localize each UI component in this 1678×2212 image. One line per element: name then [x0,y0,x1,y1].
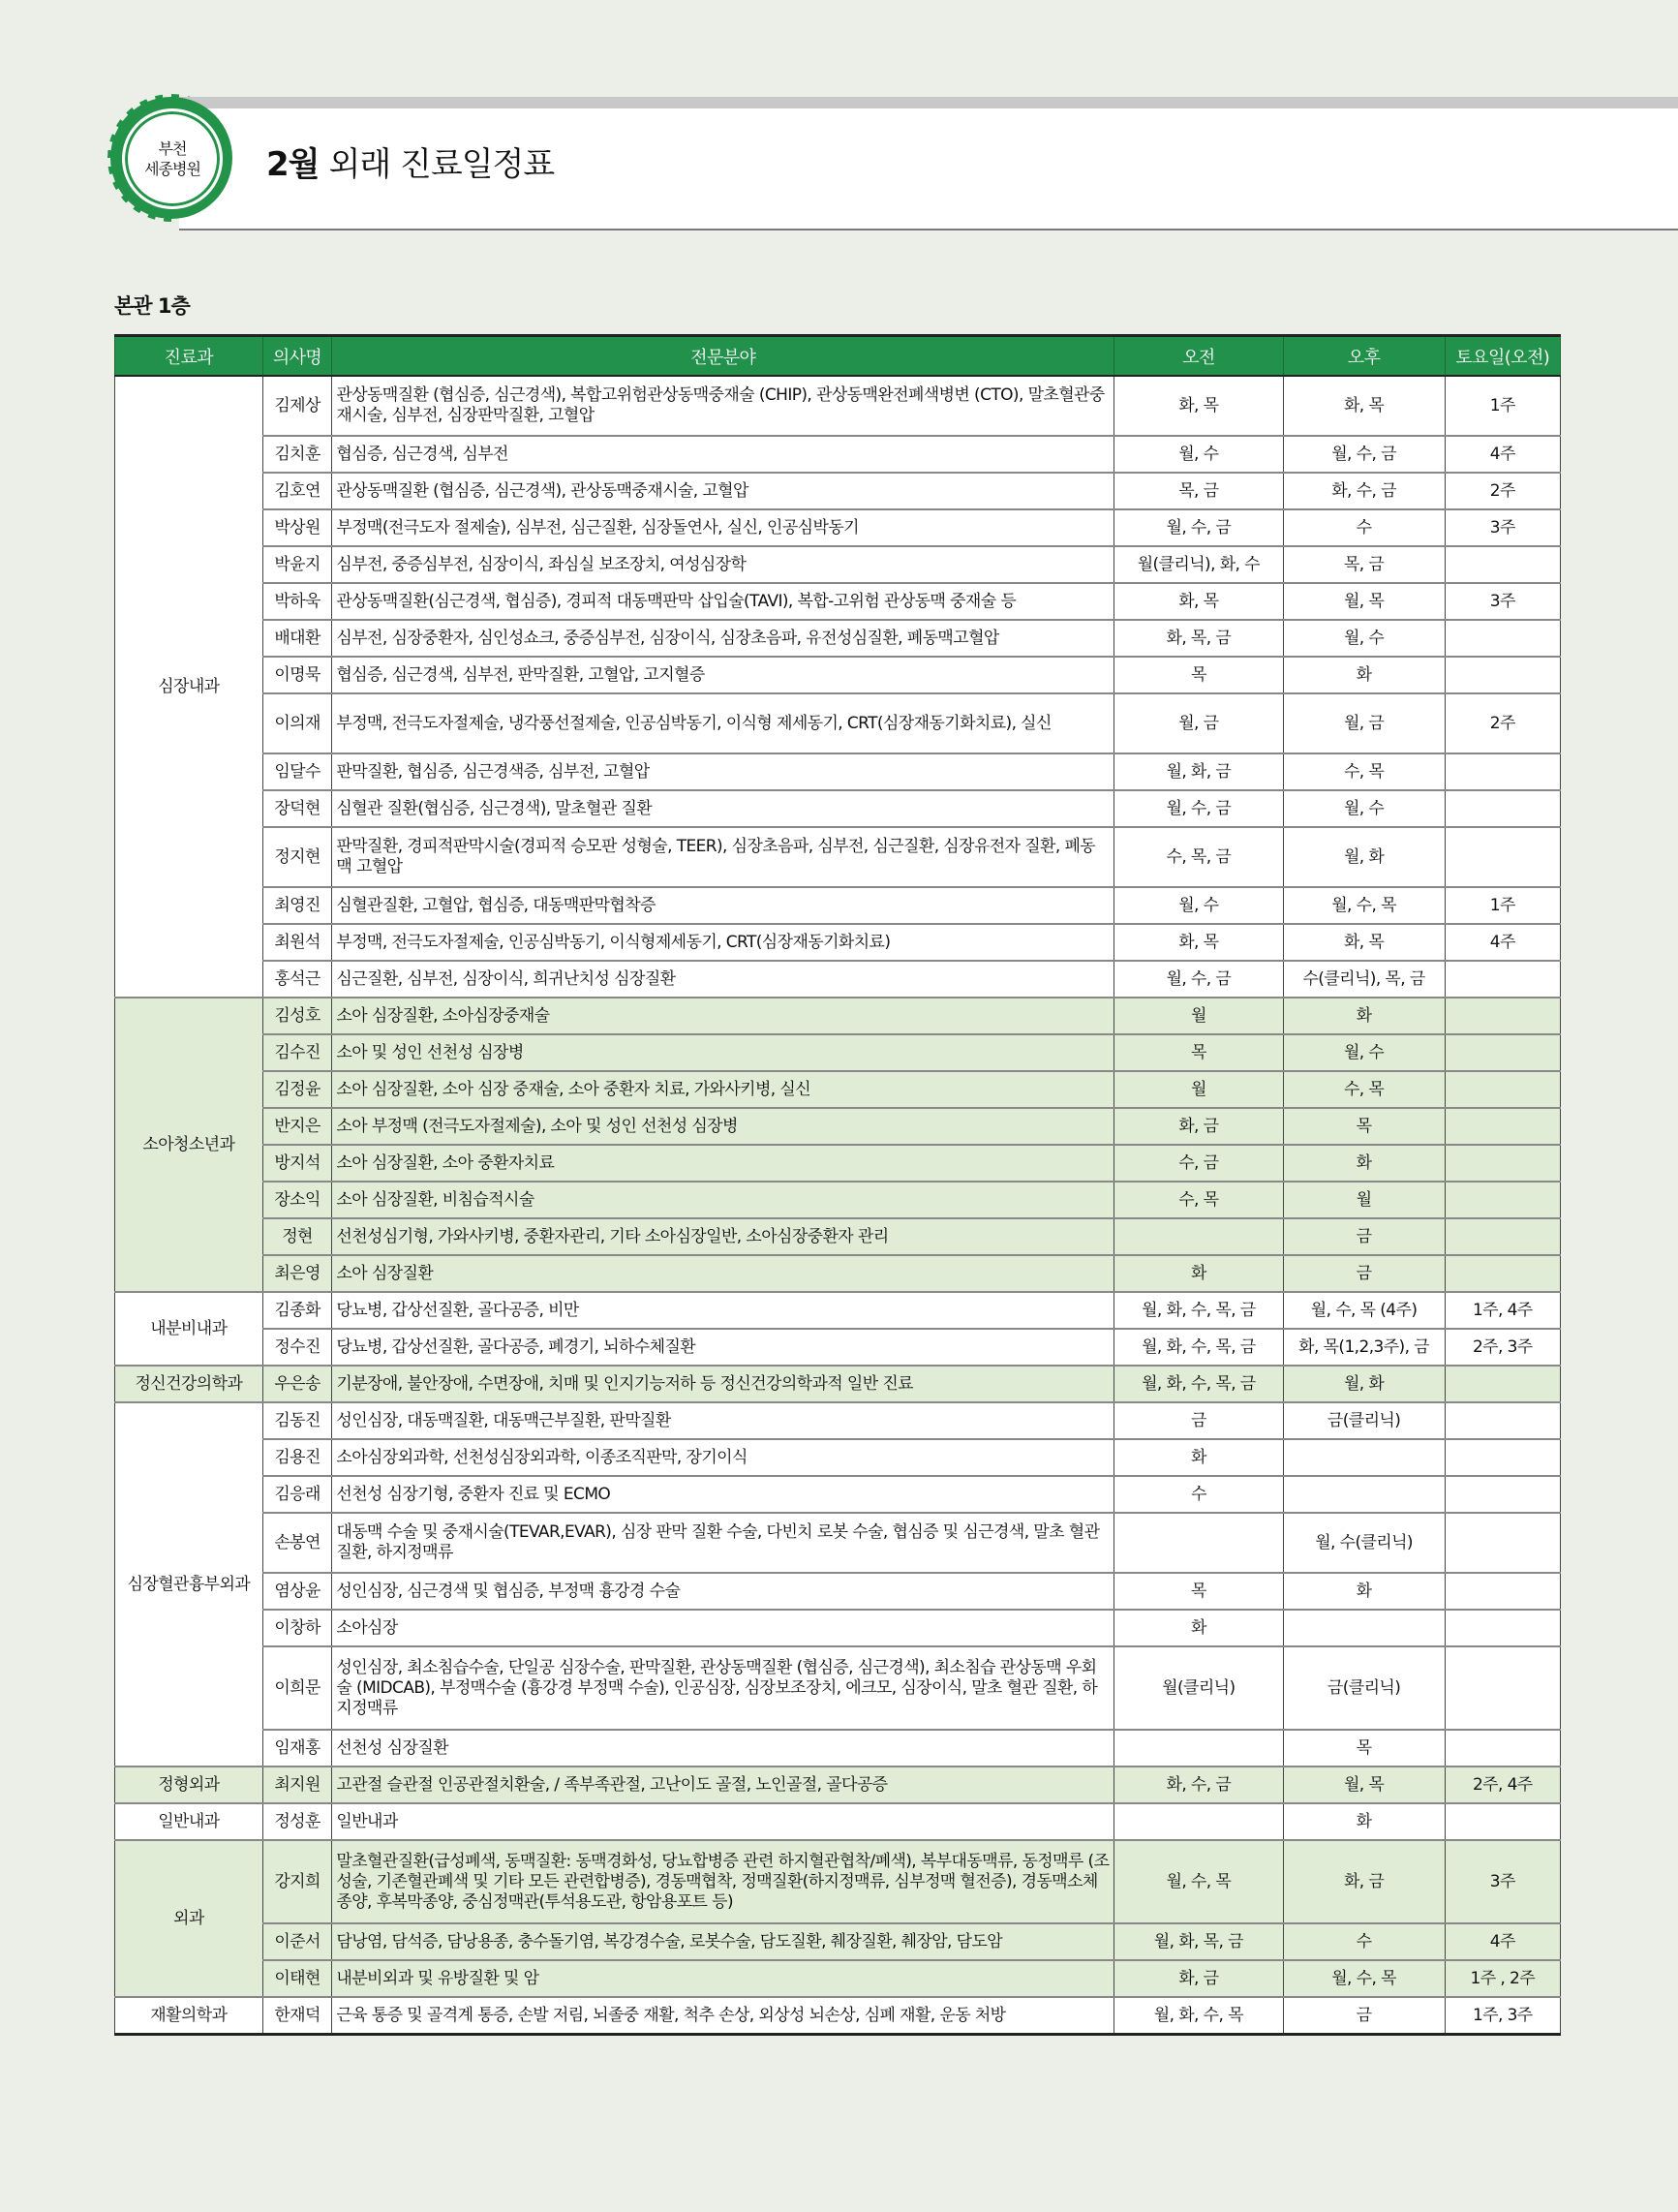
col-header-morning: 오전 [1114,336,1283,377]
specialty-cell: 심혈관 질환(협심증, 심근경색), 말초혈관 질환 [332,790,1114,827]
specialty-cell: 기분장애, 불안장애, 수면장애, 치매 및 인지기능저하 등 정신건강의학과적 일반 진료 [332,1366,1114,1402]
schedule-body [115,376,1561,2035]
morning-schedule-cell: 목 [1114,657,1283,693]
saturday-schedule-cell [1445,1145,1560,1182]
morning-schedule-cell: 월, 금 [1114,693,1283,753]
doctor-name-cell: 김동진 [262,1402,332,1439]
morning-schedule-cell: 화, 목 [1114,376,1283,436]
table-row [115,1071,1561,1108]
afternoon-schedule-cell: 월, 수, 목 [1283,887,1445,924]
morning-schedule-cell: 월, 화, 금 [1114,753,1283,790]
specialty-cell: 선천성 심장기형, 중환자 진료 및 ECMO [332,1476,1114,1513]
table-row [115,1997,1561,2035]
specialty-cell: 당뇨병, 갑상선질환, 골다공증, 폐경기, 뇌하수체질환 [332,1329,1114,1366]
doctor-name-cell: 반지은 [262,1108,332,1145]
afternoon-schedule-cell: 화, 목 [1283,924,1445,961]
doctor-name-cell: 박윤지 [262,546,332,583]
department-cell: 외과 [115,1840,263,1997]
specialty-cell: 대동맥 수술 및 중재시술(TEVAR,EVAR), 심장 판막 질환 수술, 다빈치 로봇 수술, 협심증 및 심근경색, 말초 혈관 질환, 하지정맥류 [332,1513,1114,1573]
morning-schedule-cell: 월, 수, 목 [1114,1840,1283,1923]
specialty-cell: 심부전, 심장중환자, 심인성쇼크, 중증심부전, 심장이식, 심장초음파, 유전성심질환, 폐동맥고혈압 [332,620,1114,657]
afternoon-schedule-cell: 화, 목 [1283,376,1445,436]
afternoon-schedule-cell: 화, 금 [1283,1840,1445,1923]
saturday-schedule-cell: 1주, 3주 [1445,1997,1560,2035]
afternoon-schedule-cell: 월, 목 [1283,1767,1445,1803]
doctor-name-cell: 김용진 [262,1439,332,1476]
table-header-row [115,336,1561,377]
afternoon-schedule-cell [1283,1476,1445,1513]
saturday-schedule-cell [1445,657,1560,693]
morning-schedule-cell: 월(클리닉), 화, 수 [1114,546,1283,583]
afternoon-schedule-cell: 목 [1283,1730,1445,1767]
afternoon-schedule-cell: 수(클리닉), 목, 금 [1283,961,1445,998]
specialty-cell: 소아 및 성인 선천성 심장병 [332,1034,1114,1071]
title-text: 외래 진료일정표 [328,145,555,184]
afternoon-schedule-cell: 화, 목(1,2,3주), 금 [1283,1329,1445,1366]
afternoon-schedule-cell: 월, 수, 금 [1283,436,1445,473]
specialty-cell: 관상동맥질환 (협심증, 심근경색), 복합고위험관상동맥중재술 (CHIP), 관상동맥완전폐색병변 (CTO), 말초혈관중재시술, 심부전, 심장판막질환, 고혈압 [332,376,1114,436]
afternoon-schedule-cell: 월, 금 [1283,693,1445,753]
doctor-name-cell: 임달수 [262,753,332,790]
afternoon-schedule-cell: 금 [1283,1218,1445,1255]
saturday-schedule-cell [1445,1730,1560,1767]
table-row [115,1646,1561,1730]
specialty-cell: 소아 심장질환, 소아 심장 중재술, 소아 중환자 치료, 가와사키병, 실신 [332,1071,1114,1108]
afternoon-schedule-cell: 화 [1283,657,1445,693]
specialty-cell: 소아 심장질환, 소아 중환자치료 [332,1145,1114,1182]
table-row [115,1610,1561,1646]
afternoon-schedule-cell: 수, 목 [1283,753,1445,790]
morning-schedule-cell: 목 [1114,1573,1283,1610]
afternoon-schedule-cell: 수 [1283,1923,1445,1960]
saturday-schedule-cell: 3주 [1445,509,1560,546]
specialty-cell: 심혈관질환, 고혈압, 협심증, 대동맥판막협착증 [332,887,1114,924]
saturday-schedule-cell [1445,1218,1560,1255]
specialty-cell: 판막질환, 경피적판막시술(경피적 승모판 성형술, TEER), 심장초음파, 심부전, 심근질환, 심장유전자 질환, 폐동맥 고혈압 [332,827,1114,887]
specialty-cell: 선천성 심장질환 [332,1730,1114,1767]
doctor-name-cell: 한재덕 [262,1997,332,2035]
doctor-name-cell: 박상원 [262,509,332,546]
doctor-name-cell: 김제상 [262,376,332,436]
morning-schedule-cell: 월, 수 [1114,436,1283,473]
saturday-schedule-cell: 1주 , 2주 [1445,1960,1560,1997]
afternoon-schedule-cell: 수, 목 [1283,1071,1445,1108]
table-row [115,1573,1561,1610]
specialty-cell: 관상동맥질환 (협심증, 심근경색), 관상동맥중재시술, 고혈압 [332,473,1114,509]
table-row [115,1182,1561,1218]
doctor-name-cell: 정성훈 [262,1803,332,1840]
doctor-name-cell: 김정윤 [262,1071,332,1108]
afternoon-schedule-cell: 금 [1283,1255,1445,1292]
doctor-name-cell: 최원석 [262,924,332,961]
saturday-schedule-cell: 3주 [1445,583,1560,620]
afternoon-schedule-cell: 월, 화 [1283,1366,1445,1402]
morning-schedule-cell: 화, 목, 금 [1114,620,1283,657]
saturday-schedule-cell: 2주 [1445,473,1560,509]
title-month: 2월 [266,145,320,184]
col-header-doctor: 의사명 [262,336,332,377]
doctor-name-cell: 김호연 [262,473,332,509]
specialty-cell: 부정맥, 전극도자절제술, 냉각풍선절제술, 인공심박동기, 이식형 제세동기, CRT(심장재동기화치료), 실신 [332,693,1114,753]
morning-schedule-cell: 월, 화, 수, 목, 금 [1114,1329,1283,1366]
specialty-cell: 소아 부정맥 (전극도자절제술), 소아 및 성인 선천성 심장병 [332,1108,1114,1145]
morning-schedule-cell: 월, 수 [1114,887,1283,924]
morning-schedule-cell: 화 [1114,1610,1283,1646]
table-row [115,1366,1561,1402]
doctor-name-cell: 임재홍 [262,1730,332,1767]
doctor-name-cell: 최은영 [262,1255,332,1292]
saturday-schedule-cell: 3주 [1445,1840,1560,1923]
morning-schedule-cell: 월 [1114,1071,1283,1108]
table-row [115,1767,1561,1803]
table-row [115,1730,1561,1767]
table-row [115,1960,1561,1997]
afternoon-schedule-cell: 월, 수, 목 (4주) [1283,1292,1445,1329]
morning-schedule-cell [1114,1513,1283,1573]
table-row [115,924,1561,961]
saturday-schedule-cell [1445,1108,1560,1145]
doctor-name-cell: 박하욱 [262,583,332,620]
specialty-cell: 선천성심기형, 가와사키병, 중환자관리, 기타 소아심장일반, 소아심장중환자 관리 [332,1218,1114,1255]
doctor-name-cell: 방지석 [262,1145,332,1182]
saturday-schedule-cell: 4주 [1445,924,1560,961]
morning-schedule-cell: 화, 금 [1114,1108,1283,1145]
saturday-schedule-cell [1445,1513,1560,1573]
saturday-schedule-cell [1445,790,1560,827]
doctor-name-cell: 김성호 [262,998,332,1034]
specialty-cell: 성인심장, 대동맥질환, 대동맥근부질환, 판막질환 [332,1402,1114,1439]
table-row [115,1513,1561,1573]
col-header-afternoon: 오후 [1283,336,1445,377]
specialty-cell: 소아 심장질환 [332,1255,1114,1292]
department-cell: 심장혈관흉부외과 [115,1402,263,1767]
saturday-schedule-cell [1445,1610,1560,1646]
morning-schedule-cell: 화, 목 [1114,583,1283,620]
table-row [115,509,1561,546]
doctor-name-cell: 정수진 [262,1329,332,1366]
specialty-cell: 고관절 슬관절 인공관절치환술, / 족부족관절, 고난이도 골절, 노인골절, 골다공증 [332,1767,1114,1803]
department-cell: 내분비내과 [115,1292,263,1366]
specialty-cell: 내분비외과 및 유방질환 및 암 [332,1960,1114,1997]
department-cell: 정신건강의학과 [115,1366,263,1402]
afternoon-schedule-cell: 금(클리닉) [1283,1402,1445,1439]
specialty-cell: 말초혈관질환(급성폐색, 동맥질환: 동맥경화성, 당뇨합병증 관련 하지혈관협착/폐색), 복부대동맥류, 동정맥루 (조성술, 기존혈관폐색 및 기타 모든 관련합병증), 경동맥협착, 정맥질환(하지정맥류, 심부정맥 혈전증), 경동맥소체종양, 후복막종양, 중심정맥관(투석용도관, 항암용포트 등) [332,1840,1114,1923]
afternoon-schedule-cell: 월, 수, 목 [1283,1960,1445,1997]
specialty-cell: 심근질환, 심부전, 심장이식, 희귀난치성 심장질환 [332,961,1114,998]
saturday-schedule-cell [1445,546,1560,583]
doctor-name-cell: 손봉연 [262,1513,332,1573]
saturday-schedule-cell [1445,1034,1560,1071]
afternoon-schedule-cell: 화 [1283,998,1445,1034]
morning-schedule-cell: 월, 화, 수, 목 [1114,1997,1283,2035]
morning-schedule-cell [1114,1803,1283,1840]
specialty-cell: 부정맥, 전극도자절제술, 인공심박동기, 이식형제세동기, CRT(심장재동기화치료) [332,924,1114,961]
morning-schedule-cell: 화, 금 [1114,1960,1283,1997]
specialty-cell: 근육 통증 및 골격계 통증, 손발 저림, 뇌졸중 재활, 척추 손상, 외상성 뇌손상, 심폐 재활, 운동 처방 [332,1997,1114,2035]
specialty-cell: 당뇨병, 갑상선질환, 골다공증, 비만 [332,1292,1114,1329]
afternoon-schedule-cell: 금(클리닉) [1283,1646,1445,1730]
section-title: 본관 1층 [114,294,190,318]
col-header-department: 진료과 [115,336,263,377]
afternoon-schedule-cell: 월 [1283,1182,1445,1218]
afternoon-schedule-cell: 화 [1283,1803,1445,1840]
specialty-cell: 소아 심장질환, 소아심장중재술 [332,998,1114,1034]
table-row [115,546,1561,583]
specialty-cell: 성인심장, 최소침습수술, 단일공 심장수술, 판막질환, 관상동맥질환 (협심증, 심근경색), 최소침습 관상동맥 우회술 (MIDCAB), 부정맥수술 (흉강경 부정맥 수술), 인공심장, 심장보조장치, 에크모, 심장이식, 말초 혈관 질환, 하지정맥류 [332,1646,1114,1730]
badge-inner [122,108,223,209]
table-row [115,887,1561,924]
col-header-specialty: 전문분야 [332,336,1114,377]
afternoon-schedule-cell: 월, 수 [1283,620,1445,657]
department-cell: 일반내과 [115,1803,263,1840]
saturday-schedule-cell [1445,1476,1560,1513]
morning-schedule-cell: 월 [1114,998,1283,1034]
department-cell: 정형외과 [115,1767,263,1803]
doctor-name-cell: 김종화 [262,1292,332,1329]
doctor-name-cell: 김응래 [262,1476,332,1513]
specialty-cell: 소아심장외과학, 선천성심장외과학, 이종조직판막, 장기이식 [332,1439,1114,1476]
afternoon-schedule-cell: 월, 목 [1283,583,1445,620]
table-row [115,1329,1561,1366]
table-row [115,1803,1561,1840]
doctor-name-cell: 김치훈 [262,436,332,473]
saturday-schedule-cell [1445,961,1560,998]
specialty-cell: 심부전, 중증심부전, 심장이식, 좌심실 보조장치, 여성심장학 [332,546,1114,583]
saturday-schedule-cell: 2주 [1445,693,1560,753]
specialty-cell: 관상동맥질환(심근경색, 협심증), 경피적 대동맥판막 삽입술(TAVI), 복합-고위험 관상동맥 중재술 등 [332,583,1114,620]
col-header-saturday: 토요일(오전) [1445,336,1560,377]
table-row [115,1439,1561,1476]
table-row [115,961,1561,998]
saturday-schedule-cell: 4주 [1445,1923,1560,1960]
doctor-name-cell: 최영진 [262,887,332,924]
morning-schedule-cell [1114,1730,1283,1767]
specialty-cell: 성인심장, 심근경색 및 협심증, 부정맥 흉강경 수술 [332,1573,1114,1610]
doctor-name-cell: 최지원 [262,1767,332,1803]
afternoon-schedule-cell: 화 [1283,1145,1445,1182]
doctor-name-cell: 배대환 [262,620,332,657]
doctor-name-cell: 장소익 [262,1182,332,1218]
specialty-cell: 담낭염, 담석증, 담낭용종, 충수돌기염, 복강경수술, 로봇수술, 담도질환, 췌장질환, 췌장암, 담도암 [332,1923,1114,1960]
saturday-schedule-cell [1445,620,1560,657]
table-row [115,1923,1561,1960]
table-row [115,753,1561,790]
table-row [115,1476,1561,1513]
morning-schedule-cell [1114,1218,1283,1255]
table-row [115,1145,1561,1182]
morning-schedule-cell: 목 [1114,1034,1283,1071]
table-row [115,473,1561,509]
doctor-name-cell: 장덕현 [262,790,332,827]
afternoon-schedule-cell: 금 [1283,1997,1445,2035]
table-row [115,998,1561,1034]
afternoon-schedule-cell [1283,1439,1445,1476]
morning-schedule-cell: 월, 수, 금 [1114,509,1283,546]
specialty-cell: 일반내과 [332,1803,1114,1840]
saturday-schedule-cell [1445,1803,1560,1840]
morning-schedule-cell: 화, 수, 금 [1114,1767,1283,1803]
saturday-schedule-cell [1445,1646,1560,1730]
table-row [115,693,1561,753]
saturday-schedule-cell [1445,1402,1560,1439]
afternoon-schedule-cell: 화 [1283,1573,1445,1610]
saturday-schedule-cell: 1주, 4주 [1445,1292,1560,1329]
doctor-name-cell: 염상윤 [262,1573,332,1610]
saturday-schedule-cell [1445,1071,1560,1108]
morning-schedule-cell: 수, 목, 금 [1114,827,1283,887]
table-row [115,827,1561,887]
department-cell: 심장내과 [115,376,263,998]
doctor-name-cell: 김수진 [262,1034,332,1071]
saturday-schedule-cell [1445,1255,1560,1292]
morning-schedule-cell: 수, 목 [1114,1182,1283,1218]
badge-line-2: 세종병원 [144,160,200,178]
saturday-schedule-cell: 1주 [1445,376,1560,436]
saturday-schedule-cell [1445,827,1560,887]
specialty-cell: 부정맥(전극도자 절제술), 심부전, 심근질환, 심장돌연사, 실신, 인공심박동기 [332,509,1114,546]
morning-schedule-cell: 화 [1114,1439,1283,1476]
doctor-name-cell: 홍석근 [262,961,332,998]
afternoon-schedule-cell: 목, 금 [1283,546,1445,583]
morning-schedule-cell: 월, 화, 목, 금 [1114,1923,1283,1960]
saturday-schedule-cell [1445,1366,1560,1402]
doctor-name-cell: 정현 [262,1218,332,1255]
afternoon-schedule-cell: 수 [1283,509,1445,546]
afternoon-schedule-cell: 월, 화 [1283,827,1445,887]
table-row [115,583,1561,620]
specialty-cell: 소아 심장질환, 비침습적시술 [332,1182,1114,1218]
morning-schedule-cell: 화 [1114,1255,1283,1292]
morning-schedule-cell: 금 [1114,1402,1283,1439]
doctor-name-cell: 이준서 [262,1923,332,1960]
table-row [115,1255,1561,1292]
morning-schedule-cell: 화, 목 [1114,924,1283,961]
department-cell: 소아청소년과 [115,998,263,1292]
doctor-name-cell: 우은송 [262,1366,332,1402]
table-row [115,620,1561,657]
doctor-name-cell: 이창하 [262,1610,332,1646]
table-row [115,657,1561,693]
afternoon-schedule-cell: 목 [1283,1108,1445,1145]
doctor-name-cell: 이태현 [262,1960,332,1997]
morning-schedule-cell: 월, 수, 금 [1114,961,1283,998]
afternoon-schedule-cell [1283,1610,1445,1646]
doctor-name-cell: 이명묵 [262,657,332,693]
afternoon-schedule-cell: 화, 수, 금 [1283,473,1445,509]
morning-schedule-cell: 목, 금 [1114,473,1283,509]
page-title [266,138,554,185]
schedule-table [114,334,1561,2036]
saturday-schedule-cell: 2주, 4주 [1445,1767,1560,1803]
department-cell: 재활의학과 [115,1997,263,2035]
doctor-name-cell: 강지희 [262,1840,332,1923]
doctor-name-cell: 이희문 [262,1646,332,1730]
table-row [115,1034,1561,1071]
doctor-name-cell: 정지현 [262,827,332,887]
table-row [115,1108,1561,1145]
badge-line-1: 부천 [158,139,187,158]
saturday-schedule-cell [1445,1182,1560,1218]
saturday-schedule-cell [1445,753,1560,790]
table-row [115,790,1561,827]
saturday-schedule-cell: 2주, 3주 [1445,1329,1560,1366]
hospital-badge-logo [114,101,229,215]
morning-schedule-cell: 월, 화, 수, 목, 금 [1114,1366,1283,1402]
specialty-cell: 협심증, 심근경색, 심부전, 판막질환, 고혈압, 고지혈증 [332,657,1114,693]
saturday-schedule-cell: 1주 [1445,887,1560,924]
saturday-schedule-cell: 4주 [1445,436,1560,473]
doctor-name-cell: 이의재 [262,693,332,753]
morning-schedule-cell: 월(클리닉) [1114,1646,1283,1730]
morning-schedule-cell: 월, 수, 금 [1114,790,1283,827]
table-row [115,1840,1561,1923]
afternoon-schedule-cell: 월, 수(클리닉) [1283,1513,1445,1573]
saturday-schedule-cell [1445,1573,1560,1610]
morning-schedule-cell: 월, 화, 수, 목, 금 [1114,1292,1283,1329]
table-row [115,436,1561,473]
table-row [115,1292,1561,1329]
afternoon-schedule-cell: 월, 수 [1283,1034,1445,1071]
specialty-cell: 소아심장 [332,1610,1114,1646]
morning-schedule-cell: 수, 금 [1114,1145,1283,1182]
saturday-schedule-cell [1445,998,1560,1034]
afternoon-schedule-cell: 월, 수 [1283,790,1445,827]
morning-schedule-cell: 수 [1114,1476,1283,1513]
table-row [115,1218,1561,1255]
table-row [115,1402,1561,1439]
saturday-schedule-cell [1445,1439,1560,1476]
specialty-cell: 판막질환, 협심증, 심근경색증, 심부전, 고혈압 [332,753,1114,790]
table-row [115,376,1561,436]
specialty-cell: 협심증, 심근경색, 심부전 [332,436,1114,473]
